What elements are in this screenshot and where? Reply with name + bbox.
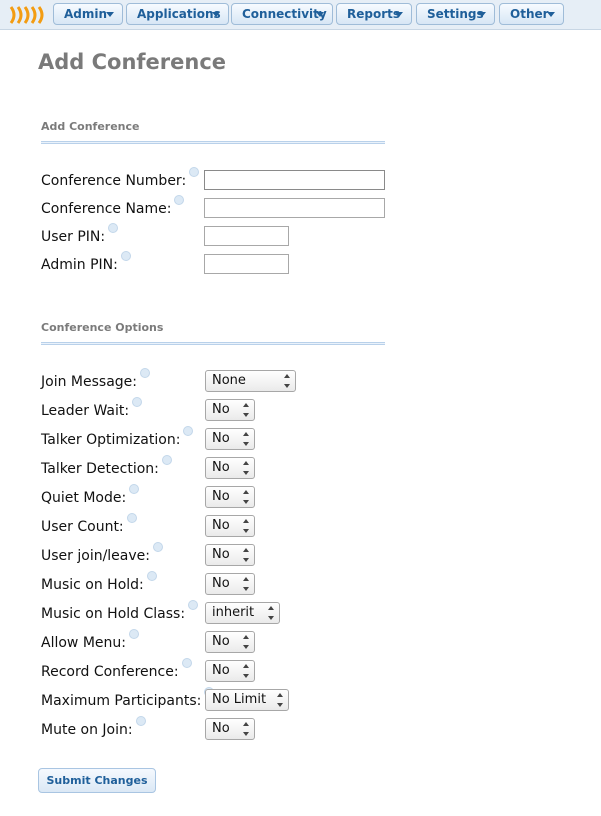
nav-other[interactable] — [499, 3, 564, 25]
select-arrows-icon — [243, 664, 250, 678]
help-icon[interactable] — [182, 658, 192, 668]
help-icon[interactable] — [162, 455, 172, 465]
allow-menu-value: No — [212, 634, 230, 649]
help-icon[interactable] — [183, 426, 193, 436]
talker-optimization-select[interactable] — [205, 428, 255, 450]
talker-detection-label-text: Talker Detection: — [41, 461, 159, 477]
conference-number-input[interactable] — [204, 170, 385, 190]
allow-menu-label — [41, 635, 136, 651]
help-icon[interactable] — [140, 368, 150, 378]
allow-menu-select[interactable] — [205, 631, 255, 653]
freepbx-logo-icon[interactable] — [8, 5, 46, 25]
music-on-hold-class-label — [41, 606, 195, 622]
mute-on-join-select[interactable] — [205, 718, 255, 740]
select-arrows-icon — [243, 432, 250, 446]
join-message-label — [41, 374, 147, 390]
talker-detection-label — [41, 461, 169, 477]
music-on-hold-class-label-text: Music on Hold Class: — [41, 606, 186, 622]
page-title: Add Conference — [38, 50, 227, 74]
record-conference-select[interactable] — [205, 660, 255, 682]
top-nav-bar — [0, 0, 601, 30]
select-arrows-icon — [243, 490, 250, 504]
join-message-label-text: Join Message: — [41, 374, 137, 390]
talker-optimization-value: No — [212, 431, 230, 446]
help-icon[interactable] — [129, 629, 139, 639]
submit-changes-button[interactable]: Submit Changes — [38, 768, 156, 793]
talker-optimization-label — [41, 432, 190, 448]
help-icon[interactable] — [188, 600, 198, 610]
conference-name-label — [41, 201, 181, 217]
user-count-select[interactable] — [205, 515, 255, 537]
nav-applications[interactable] — [126, 3, 229, 25]
chevron-down-icon — [212, 12, 220, 17]
maximum-participants-value: No Limit — [212, 692, 267, 707]
select-arrows-icon — [277, 693, 284, 707]
help-icon[interactable] — [129, 484, 139, 494]
record-conference-label-text: Record Conference: — [41, 664, 179, 680]
record-conference-value: No — [212, 663, 230, 678]
help-icon[interactable] — [147, 571, 157, 581]
nav-admin-label: Admin — [64, 7, 108, 21]
select-arrows-icon — [243, 403, 250, 417]
conference-name-label-text: Conference Name: — [41, 201, 172, 217]
user-pin-input[interactable] — [204, 226, 289, 246]
section-heading-add-conference: Add Conference — [41, 120, 140, 133]
help-icon[interactable] — [174, 195, 184, 205]
nav-reports-label: Reports — [347, 7, 401, 21]
help-icon[interactable] — [108, 223, 118, 233]
maximum-participants-label-text: Maximum Participants: — [41, 693, 202, 709]
select-arrows-icon — [243, 635, 250, 649]
user-count-label-text: User Count: — [41, 519, 124, 535]
talker-detection-value: No — [212, 460, 230, 475]
join-message-select[interactable] — [205, 370, 296, 392]
section-divider — [41, 141, 385, 144]
chevron-down-icon — [547, 12, 555, 17]
leader-wait-value: No — [212, 402, 230, 417]
select-arrows-icon — [284, 374, 291, 388]
select-arrows-icon — [243, 722, 250, 736]
nav-settings-label: Settings — [427, 7, 484, 21]
user-join-leave-value: No — [212, 547, 230, 562]
quiet-mode-value: No — [212, 489, 230, 504]
help-icon[interactable] — [153, 542, 163, 552]
music-on-hold-label — [41, 577, 154, 593]
maximum-participants-label — [41, 693, 211, 709]
maximum-participants-select[interactable] — [205, 689, 289, 711]
section-heading-conference-options: Conference Options — [41, 321, 164, 334]
music-on-hold-class-select[interactable] — [205, 602, 280, 624]
nav-admin[interactable] — [53, 3, 123, 25]
user-join-leave-label — [41, 548, 160, 564]
talker-optimization-label-text: Talker Optimization: — [41, 432, 181, 448]
allow-menu-label-text: Allow Menu: — [41, 635, 126, 651]
section-divider — [41, 342, 385, 345]
music-on-hold-select[interactable] — [205, 573, 255, 595]
user-join-leave-label-text: User join/leave: — [41, 548, 150, 564]
leader-wait-label — [41, 403, 139, 419]
user-count-label — [41, 519, 134, 535]
quiet-mode-label — [41, 490, 136, 506]
mute-on-join-value: No — [212, 721, 230, 736]
help-icon[interactable] — [136, 716, 146, 726]
select-arrows-icon — [243, 519, 250, 533]
conference-number-label — [41, 173, 196, 189]
user-pin-label-text: User PIN: — [41, 229, 106, 245]
leader-wait-label-text: Leader Wait: — [41, 403, 130, 419]
music-on-hold-label-text: Music on Hold: — [41, 577, 144, 593]
conference-name-input[interactable] — [204, 198, 385, 218]
nav-connectivity-label: Connectivity — [242, 7, 327, 21]
admin-pin-label — [41, 257, 128, 273]
conference-number-label-text: Conference Number: — [41, 173, 187, 189]
chevron-down-icon — [478, 12, 486, 17]
select-arrows-icon — [243, 577, 250, 591]
chevron-down-icon — [395, 12, 403, 17]
nav-other-label: Other — [510, 7, 549, 21]
quiet-mode-select[interactable] — [205, 486, 255, 508]
user-count-value: No — [212, 518, 230, 533]
help-icon[interactable] — [189, 167, 199, 177]
nav-applications-label: Applications — [137, 7, 221, 21]
join-message-value: None — [212, 373, 246, 388]
leader-wait-select[interactable] — [205, 399, 255, 421]
mute-on-join-label — [41, 722, 143, 738]
nav-connectivity[interactable] — [231, 3, 333, 25]
help-icon[interactable] — [127, 513, 137, 523]
select-arrows-icon — [243, 548, 250, 562]
chevron-down-icon — [316, 12, 324, 17]
help-icon[interactable] — [132, 397, 142, 407]
user-pin-label — [41, 229, 115, 245]
select-arrows-icon — [268, 606, 275, 620]
select-arrows-icon — [243, 461, 250, 475]
admin-pin-label-text: Admin PIN: — [41, 257, 118, 273]
talker-detection-select[interactable] — [205, 457, 255, 479]
music-on-hold-class-value: inherit — [212, 605, 255, 620]
admin-pin-input[interactable] — [204, 254, 289, 274]
music-on-hold-value: No — [212, 576, 230, 591]
nav-reports[interactable] — [336, 3, 412, 25]
mute-on-join-label-text: Mute on Join: — [41, 722, 133, 738]
chevron-down-icon — [106, 12, 114, 17]
record-conference-label — [41, 664, 189, 680]
quiet-mode-label-text: Quiet Mode: — [41, 490, 127, 506]
nav-settings[interactable] — [416, 3, 495, 25]
help-icon[interactable] — [121, 251, 131, 261]
user-join-leave-select[interactable] — [205, 544, 255, 566]
